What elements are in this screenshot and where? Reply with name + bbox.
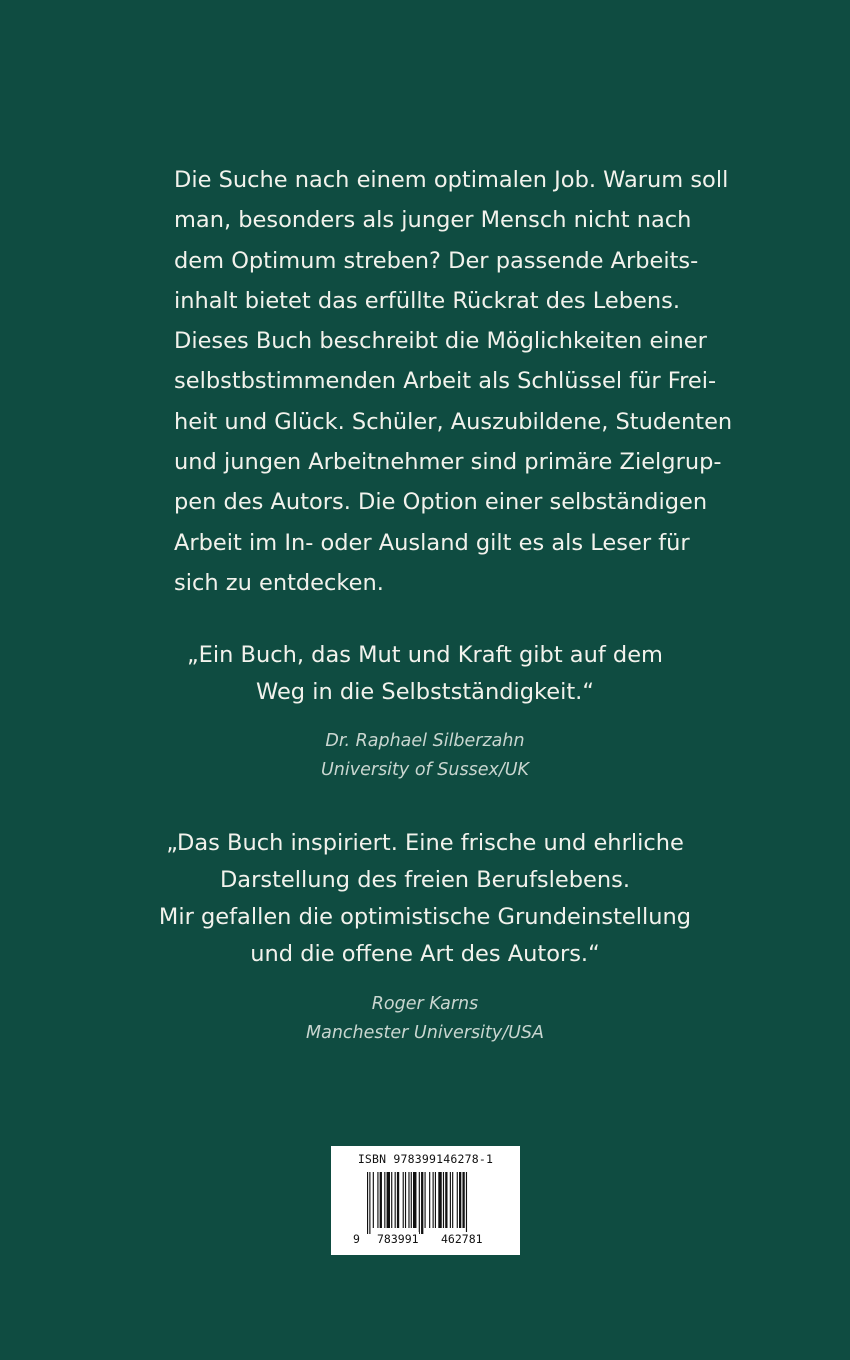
barcode-bar: [380, 1172, 382, 1228]
quote-author: Dr. Raphael Silberzahn: [325, 731, 525, 751]
quote-line: Darstellung des freien Berufslebens.: [219, 867, 631, 893]
blurb-line: Dieses Buch beschreibt die Möglichkeiten einer: [174, 328, 707, 355]
quote-line: Weg in die Selbstständigkeit.“: [256, 679, 594, 705]
barcode-bar: [397, 1172, 399, 1228]
barcode-digits-right: 462781: [441, 1232, 483, 1246]
blurb-line: pen des Autors. Die Option einer selbständigen: [174, 489, 708, 516]
barcode-bar: [377, 1172, 378, 1228]
quote-line: „Ein Buch, das Mut und Kraft gibt auf dem: [187, 642, 663, 668]
barcode-digits-left: 783991: [377, 1232, 419, 1246]
quote-line: und die offene Art des Autors.“: [250, 941, 600, 967]
barcode-bar: [435, 1172, 436, 1228]
blurb-line: dem Optimum streben? Der passende Arbeits-: [174, 247, 699, 274]
isbn-barcode: [331, 1146, 520, 1255]
blurb-text: [174, 160, 733, 603]
barcode-bar: [457, 1172, 458, 1228]
testimonial-quote-2: [0, 825, 850, 973]
barcode-bar: [443, 1172, 444, 1228]
barcode-bar: [413, 1172, 416, 1228]
barcode-bar: [450, 1172, 451, 1228]
barcode-bar: [395, 1172, 396, 1228]
blurb-line: heit und Glück. Schüler, Auszubildene, Studenten: [174, 408, 733, 435]
blurb-line: Die Suche nach einem optimalen Job. Warum soll: [174, 167, 729, 193]
barcode-bar: [459, 1172, 461, 1228]
blurb-line: und jungen Arbeitnehmer sind primäre Zielgrup-: [174, 449, 722, 476]
barcode-bar: [421, 1172, 423, 1234]
quote-affiliation: Manchester University/USA: [306, 1023, 544, 1043]
blurb-line: sich zu entdecken.: [174, 569, 384, 596]
blurb-line: inhalt bietet das erfüllte Rückrat des Lebens.: [174, 287, 680, 314]
barcode-bar: [403, 1172, 404, 1228]
barcode-bar: [433, 1172, 434, 1228]
barcode-bar: [462, 1172, 464, 1228]
barcode-digit-lead: 9: [353, 1232, 360, 1246]
quote-line: „Das Buch inspiriert. Eine frische und ehrliche: [166, 830, 684, 856]
barcode-bar: [384, 1172, 385, 1228]
quote-line: Mir gefallen die optimistische Grundeinstellung: [158, 904, 692, 930]
quote-affiliation: University of Sussex/UK: [320, 760, 529, 780]
barcode-bar: [405, 1172, 406, 1228]
barcode-bar: [369, 1172, 370, 1234]
barcode-bar: [373, 1172, 374, 1228]
barcode-bar: [452, 1172, 453, 1228]
barcode-bar: [411, 1172, 412, 1228]
barcode-bar: [387, 1172, 390, 1228]
barcode-bar: [408, 1172, 409, 1228]
barcode-bar: [391, 1172, 392, 1228]
barcode-bar: [429, 1172, 430, 1228]
blurb-line: Arbeit im In- oder Ausland gilt es als Leser für: [174, 529, 690, 556]
barcode-bar: [425, 1172, 426, 1228]
barcode-bar: [367, 1172, 368, 1234]
blurb-line: selbstbstimmenden Arbeit als Schlüssel für Frei-: [174, 368, 717, 395]
barcode-bar: [438, 1172, 441, 1228]
barcode-bar: [419, 1172, 420, 1234]
barcode-bars: [367, 1172, 501, 1234]
testimonial-attribution-2: [0, 990, 850, 1048]
quote-author: Roger Karns: [371, 994, 479, 1014]
blurb-line: man, besonders als junger Mensch nicht nach: [174, 207, 692, 234]
testimonial-attribution-1: [0, 727, 850, 785]
isbn-label: ISBN 978399146278-1: [357, 1152, 494, 1166]
testimonial-quote-1: [0, 637, 850, 711]
barcode-bar: [466, 1172, 467, 1234]
barcode-bar: [445, 1172, 447, 1228]
